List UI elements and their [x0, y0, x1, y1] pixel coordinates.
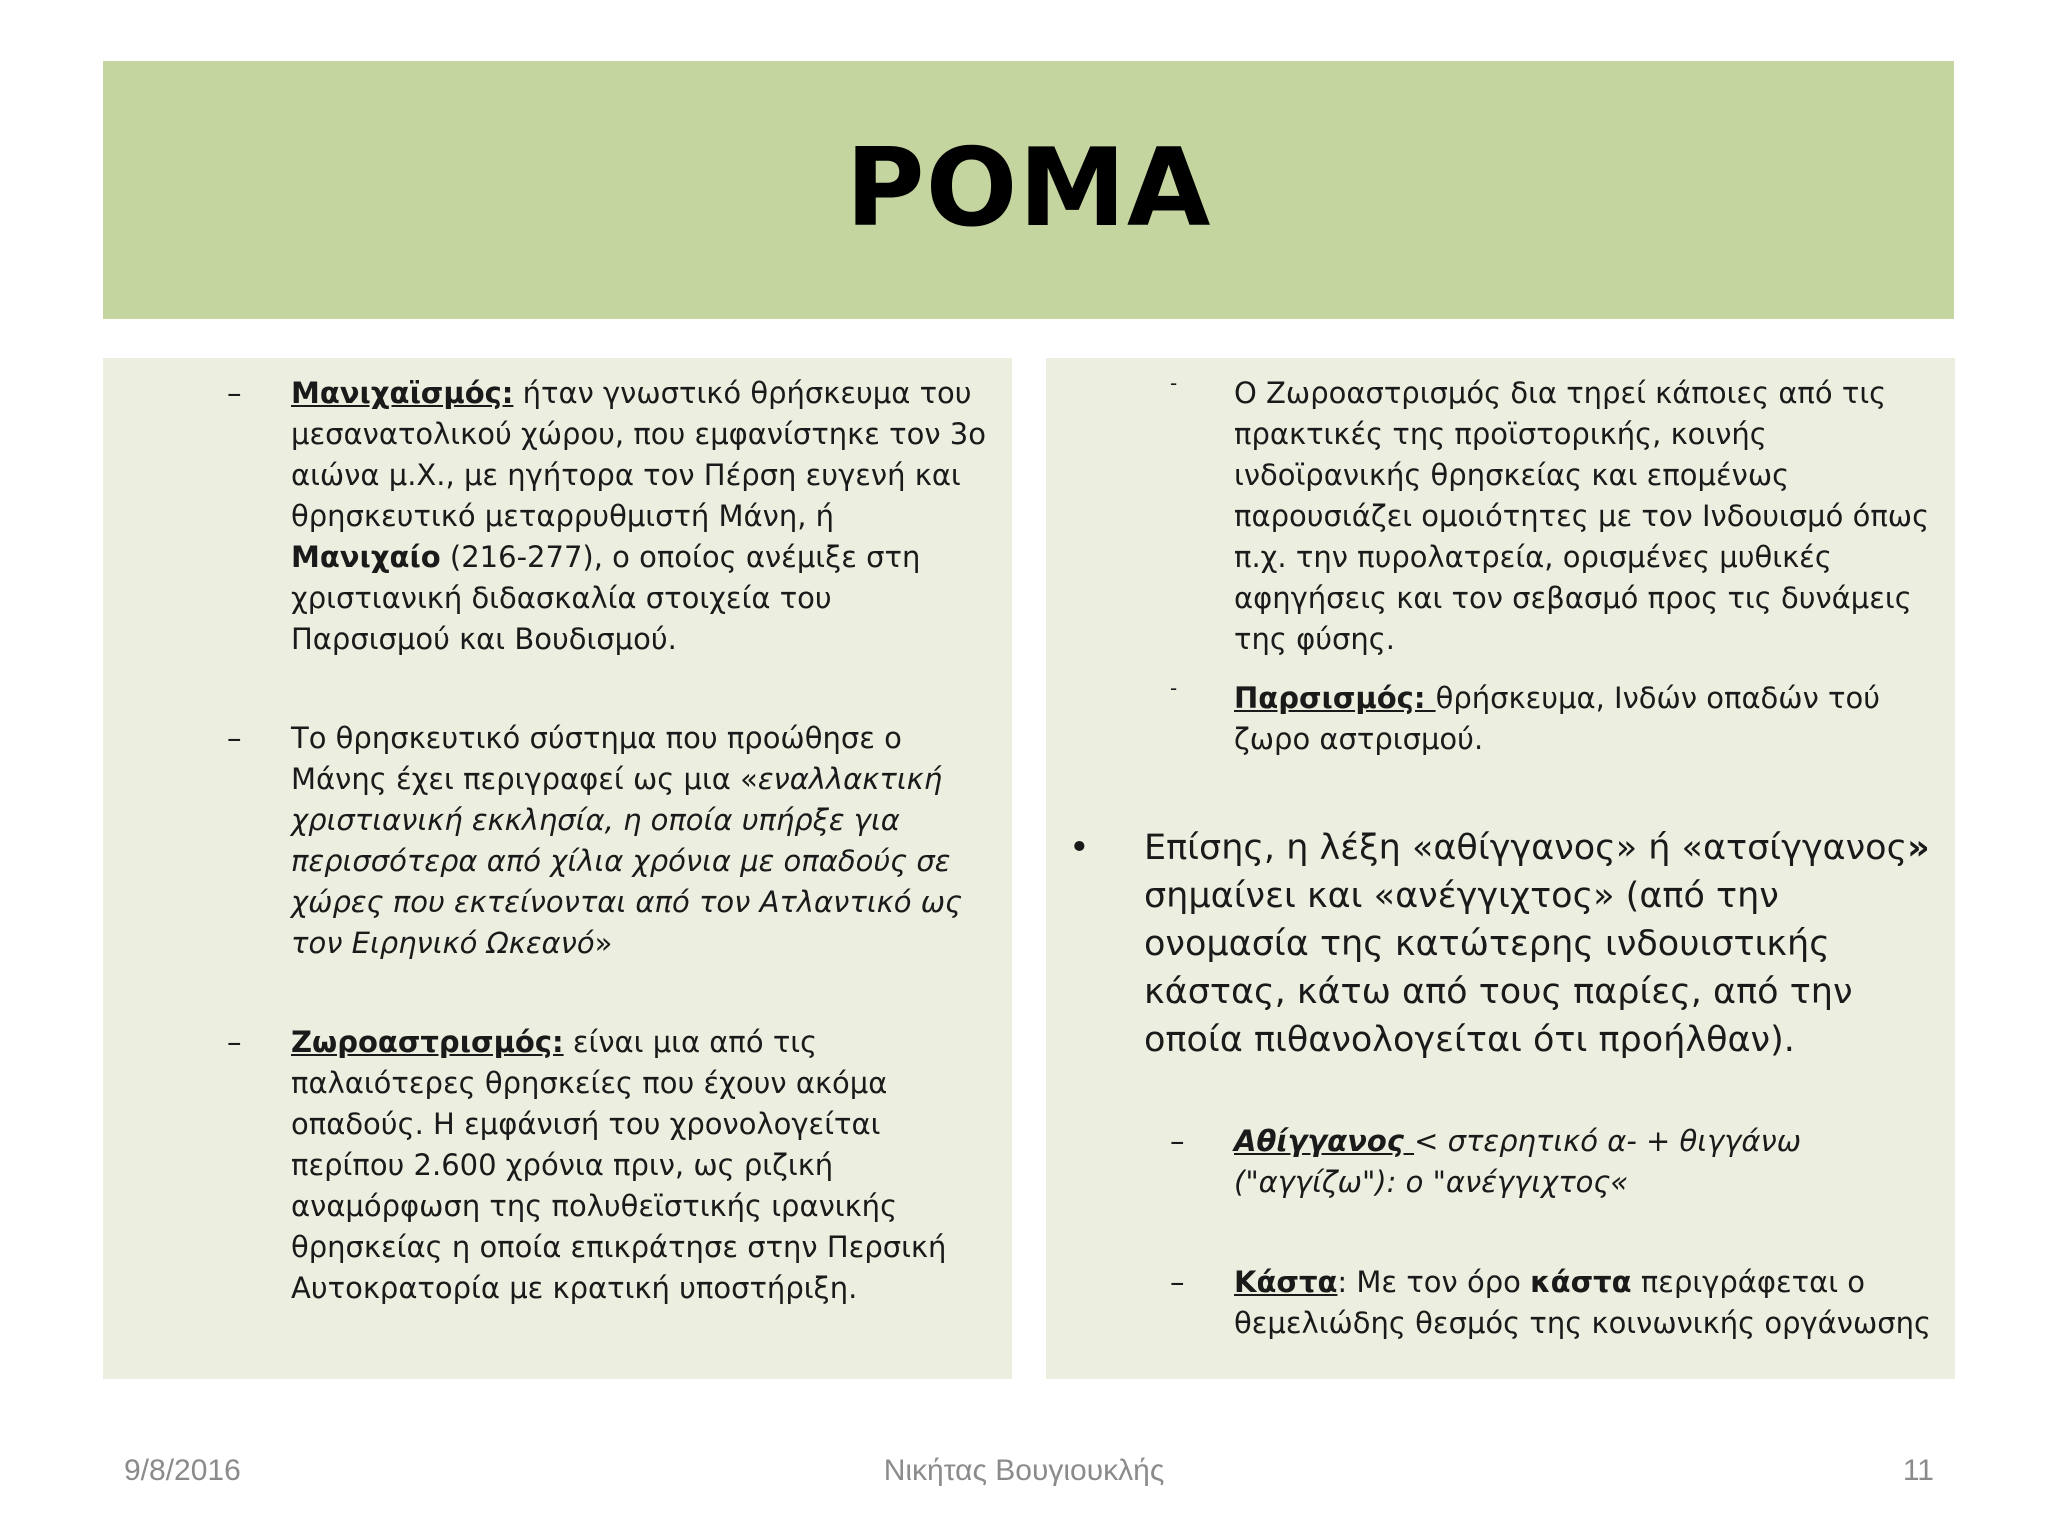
dash-marker: –: [227, 1025, 242, 1059]
dash-marker: –: [227, 376, 242, 410]
bullet-text: Επίσης, η λέξη «αθίγγανος» ή «ατσίγγανος: [1144, 828, 1908, 868]
term-athinganos: Αθίγγανος: [1234, 1124, 1415, 1158]
term-parsism: Παρσισμός:: [1234, 681, 1436, 715]
term-zoroastrianism: Ζωροαστρισμός:: [291, 1025, 564, 1059]
item-text: ήταν γνωστικό θρήσκευμα του μεσανατολικού χώρου, που εμφανίστηκε τον 3ο αιώνα μ.Χ., με ηγήτορα τον Πέρση ευγενή και θρησκευτικό μεταρρυθμιστή Μάνη, ή: [291, 376, 986, 533]
title-bar: [103, 61, 1954, 319]
bullet-athinganos: [1069, 824, 1934, 1064]
bold-term: Μανιχαίο: [291, 540, 441, 574]
footer-date: 9/8/2016: [124, 1454, 241, 1487]
sub-item-caste: [1170, 1262, 1942, 1344]
bold-quote: »: [1907, 828, 1930, 868]
term-manichaeism: Μανιχαϊσμός:: [291, 376, 514, 410]
item-text: »: [594, 926, 613, 960]
list-item-zoroastrianism: [227, 1022, 999, 1309]
sub-item-athinganos: [1170, 1121, 1942, 1203]
term-caste: Κάστα: [1234, 1265, 1338, 1299]
item-text: θρήσκευμα, Ινδών οπαδών τού ζωρο αστρισμού.: [1234, 681, 1880, 756]
item-text: είναι μια από τις παλαιότερες θρησκείες που έχουν ακόμα οπαδούς. Η εμφάνισή του χρονολογείται περίπου 2.600 χρόνια πριν, ως ριζική αναμόρφωση της πολυθεϊστικής ιρανικής θρησκείας η οποία επικράτησε στην Περσική Αυτοκρατορία με κρατική υποστήριξη.: [291, 1025, 947, 1305]
item-text: (216-277), ο οποίος ανέμιξε στη χριστιανική διδασκαλία στοιχεία του Παρσισμού και Βουδισμού.: [291, 540, 921, 656]
dash-marker: –: [1170, 1124, 1185, 1158]
dash-marker: –: [227, 721, 242, 755]
slide-number: 11: [1902, 1454, 1934, 1487]
bullet-marker: •: [1069, 828, 1090, 868]
item-text: Ο Ζωροαστρισμός δια τηρεί κάποιες από τις πρακτικές της προϊστορικής, κοινής ινδοϊρανικής θρησκείας και επομένως παρουσιάζει ομοιότητες με τον Ινδουισμό όπως π.χ. την πυρολατρεία, ορισμένες μυθικές αφηγήσεις και τον σεβασμό προς τις δυνάμεις της φύσης.: [1234, 376, 1930, 656]
list-item-mani-system: [227, 718, 991, 964]
item-text: : Με τον όρο: [1337, 1265, 1531, 1299]
slide-title: ΡΟΜΑ: [845, 125, 1212, 251]
right-content-panel: [1046, 358, 1955, 1379]
item-text: περιγράφεται ο θεμελιώδης θεσμός της κοινωνικής οργάνωσης: [1234, 1265, 1932, 1340]
list-item-parsism: [1170, 676, 1942, 760]
list-item-manichaeism: [227, 373, 991, 660]
italic-quote: εναλλακτική χριστιανική εκκλησία, η οποία υπήρξε για περισσότερα από χίλια χρόνια με οπαδούς σε χώρες που εκτείνονται από τον Ατλαντικό ως τον Ειρηνικό Ωκεανό: [291, 762, 962, 960]
dash-marker: -: [1170, 371, 1178, 395]
list-item-zoroastrianism-practices: [1170, 371, 1942, 660]
item-text: Το θρησκευτικό σύστημα που προώθησε ο Μάνης έχει περιγραφεί ως μια «: [291, 721, 902, 796]
footer-author: Νικήτας Βουγιουκλής: [883, 1454, 1165, 1487]
bullet-text: σημαίνει και «ανέγγιχτος» (από την ονομασία της κατώτερης ινδουιστικής κάστας, κάτω από τους παρίες, από την οποία πιθανολογείται ότι προήλθαν).: [1144, 876, 1853, 1060]
etymology-text: < στερητικό α- + θιγγάνω ("αγγίζω"): ο "ανέγγιχτος«: [1234, 1124, 1802, 1199]
left-content-panel: [103, 358, 1012, 1379]
dash-marker: -: [1170, 676, 1178, 700]
bold-term: κάστα: [1530, 1265, 1632, 1299]
dash-marker: –: [1170, 1265, 1185, 1299]
